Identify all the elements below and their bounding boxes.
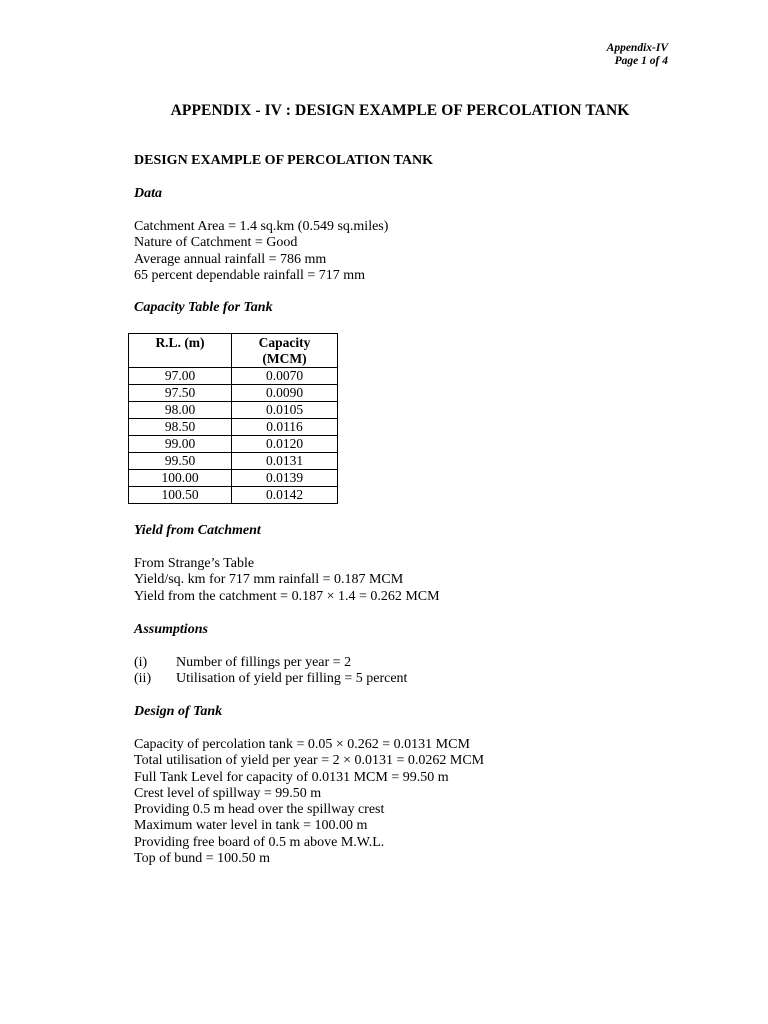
assumptions-heading: Assumptions	[134, 622, 208, 637]
design-line: Providing free board of 0.5 m above M.W.L.	[134, 834, 385, 850]
design-line: Crest level of spillway = 99.50 m	[134, 785, 322, 801]
cell-rl: 100.50	[129, 487, 232, 504]
yield-line: Yield/sq. km for 717 mm rainfall = 0.187 MCM	[134, 572, 404, 588]
cell-rl: 99.00	[129, 436, 232, 453]
design-lines	[134, 737, 484, 867]
design-line: Full Tank Level for capacity of 0.0131 MCM = 99.50 m	[134, 769, 449, 785]
data-line: Catchment Area = 1.4 sq.km (0.549 sq.miles)	[134, 219, 389, 234]
cell-rl: 99.50	[129, 453, 232, 470]
capacity-table	[128, 333, 338, 504]
table-row	[129, 487, 338, 504]
cell-capacity: 0.0116	[232, 419, 338, 436]
page-number: Page 1 of 4	[614, 55, 668, 67]
table-row	[129, 453, 338, 470]
yield-heading: Yield from Catchment	[134, 523, 261, 538]
design-line: Maximum water level in tank = 100.00 m	[134, 818, 368, 834]
data-lines	[134, 219, 388, 284]
yield-lines	[134, 556, 440, 605]
table-row	[129, 402, 338, 419]
design-line: Total utilisation of yield per year = 2 × 0.0131 = 0.0262 MCM	[134, 753, 485, 769]
cell-rl: 100.00	[129, 470, 232, 487]
list-marker: (ii)	[134, 671, 152, 687]
cell-capacity: 0.0090	[232, 385, 338, 402]
cell-rl: 98.00	[129, 402, 232, 419]
page-title: APPENDIX - IV : DESIGN EXAMPLE OF PERCOLATION TANK	[170, 102, 630, 119]
design-line: Providing 0.5 m head over the spillway crest	[134, 802, 385, 818]
list-marker: (i)	[134, 655, 148, 670]
table-row	[129, 368, 338, 385]
design-heading: Design of Tank	[134, 704, 223, 719]
cell-rl: 97.00	[129, 368, 232, 385]
page-header	[607, 42, 668, 68]
cell-capacity: 0.0139	[232, 470, 338, 487]
appendix-label: Appendix-IV	[606, 42, 668, 54]
design-line: Top of bund = 100.50 m	[134, 851, 271, 867]
data-line: Average annual rainfall = 786 mm	[134, 251, 327, 267]
section-subtitle: DESIGN EXAMPLE OF PERCOLATION TANK	[134, 153, 433, 168]
table-row	[129, 385, 338, 402]
header-rl: R.L. (m)	[129, 334, 232, 368]
cell-capacity: 0.0131	[232, 453, 338, 470]
table-header-row	[129, 334, 338, 368]
list-text: Number of fillings per year = 2	[176, 655, 352, 670]
list-item	[134, 655, 407, 671]
assumptions-list	[134, 655, 407, 688]
cell-rl: 98.50	[129, 419, 232, 436]
yield-line: Yield from the catchment = 0.187 × 1.4 = 0.262 MCM	[134, 588, 440, 604]
cell-capacity: 0.0070	[232, 368, 338, 385]
design-line: Capacity of percolation tank = 0.05 × 0.262 = 0.0131 MCM	[134, 737, 470, 752]
list-item	[134, 671, 407, 687]
yield-line: From Strange’s Table	[134, 556, 255, 571]
cell-capacity: 0.0142	[232, 487, 338, 504]
table-row	[129, 419, 338, 436]
data-line: 65 percent dependable rainfall = 717 mm	[134, 267, 366, 283]
cell-capacity: 0.0120	[232, 436, 338, 453]
table-row	[129, 470, 338, 487]
data-line: Nature of Catchment = Good	[134, 235, 298, 251]
cell-capacity: 0.0105	[232, 402, 338, 419]
capacity-table-heading: Capacity Table for Tank	[134, 300, 273, 315]
header-capacity: Capacity (MCM)	[232, 334, 338, 368]
table-row	[129, 436, 338, 453]
cell-rl: 97.50	[129, 385, 232, 402]
list-text: Utilisation of yield per filling = 5 percent	[176, 671, 408, 687]
data-heading: Data	[134, 186, 162, 201]
